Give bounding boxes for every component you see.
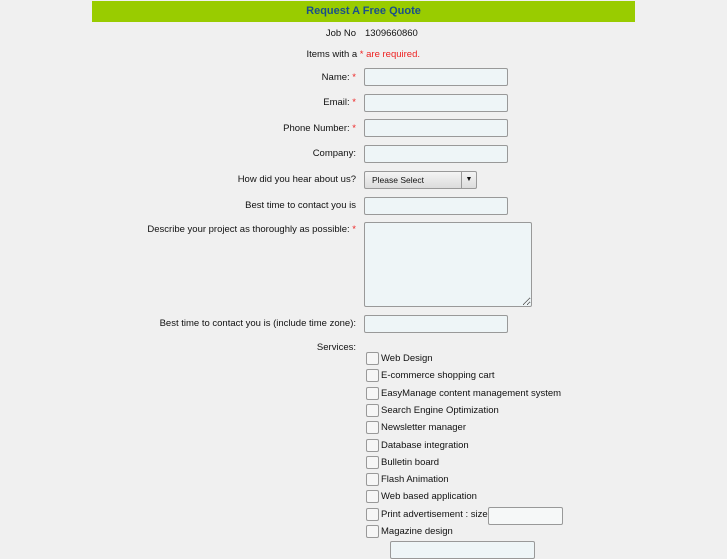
service-label: Flash Animation [381,474,449,486]
service-label: EasyManage content management system [381,387,562,399]
company-input[interactable] [364,145,508,163]
name-input[interactable] [364,68,508,86]
service-label: Print advertisement : size [381,508,488,520]
service-checkbox[interactable] [366,456,439,469]
best-time-input[interactable] [364,197,508,215]
best-time-label: Best time to contact you is [245,200,356,211]
phone-input[interactable] [364,119,508,137]
checkbox[interactable] [366,525,379,538]
hear-about-select[interactable] [364,171,477,189]
describe-textarea[interactable] [364,222,532,307]
service-checkbox[interactable] [366,421,466,434]
service-checkbox[interactable] [366,473,449,486]
job-no-value: 1309660860 [365,28,418,39]
service-label: Web Design [381,353,433,364]
required-note-suffix: * are required. [359,49,420,60]
job-no-label: Job No [325,28,356,39]
service-label: E-commerce shopping cart [381,370,495,382]
service-checkbox[interactable] [366,369,495,382]
checkbox[interactable] [366,490,379,503]
checkbox[interactable] [366,404,379,417]
checkbox[interactable] [366,387,379,400]
email-label: Email: * [323,97,356,108]
service-label: Bulletin board [381,456,440,468]
service-checkbox[interactable] [366,387,561,400]
checkbox[interactable] [366,369,379,382]
best-time-tz-input[interactable] [364,315,508,333]
company-label: Company: [312,148,356,159]
print-size-input[interactable] [488,507,563,525]
service-checkbox[interactable] [366,525,453,538]
checkbox[interactable] [366,473,379,486]
hear-about-selected: Please Select [372,175,424,185]
service-checkbox[interactable] [366,404,499,417]
chevron-down-icon: ▼ [461,172,476,188]
service-checkbox[interactable] [366,490,477,503]
service-checkbox[interactable] [366,439,469,452]
service-label: Web based application [381,491,477,503]
extra-input[interactable] [390,541,535,559]
checkbox[interactable] [366,421,379,434]
service-checkbox[interactable] [366,352,433,365]
best-time-tz-label: Best time to contact you is (include time zone): [159,318,356,329]
form-header: Request A Free Quote [92,1,635,22]
service-label: Search Engine Optimization [381,404,499,416]
service-label: Magazine design [381,526,453,537]
checkbox[interactable] [366,508,379,521]
name-label: Name: * [321,72,356,83]
email-input[interactable] [364,94,508,112]
service-checkbox[interactable] [366,508,488,521]
service-label: Newsletter manager [381,422,467,434]
describe-label: Describe your project as thoroughly as possible: * [147,224,356,235]
required-note [306,49,420,60]
checkbox[interactable] [366,456,379,469]
service-label: Database integration [381,439,469,451]
checkbox[interactable] [366,439,379,452]
required-note-prefix: Items with a [306,49,358,60]
phone-label: Phone Number: * [283,123,356,134]
checkbox[interactable] [366,352,379,365]
hear-about-label: How did you hear about us? [237,174,356,185]
services-label: Services: [316,342,356,353]
